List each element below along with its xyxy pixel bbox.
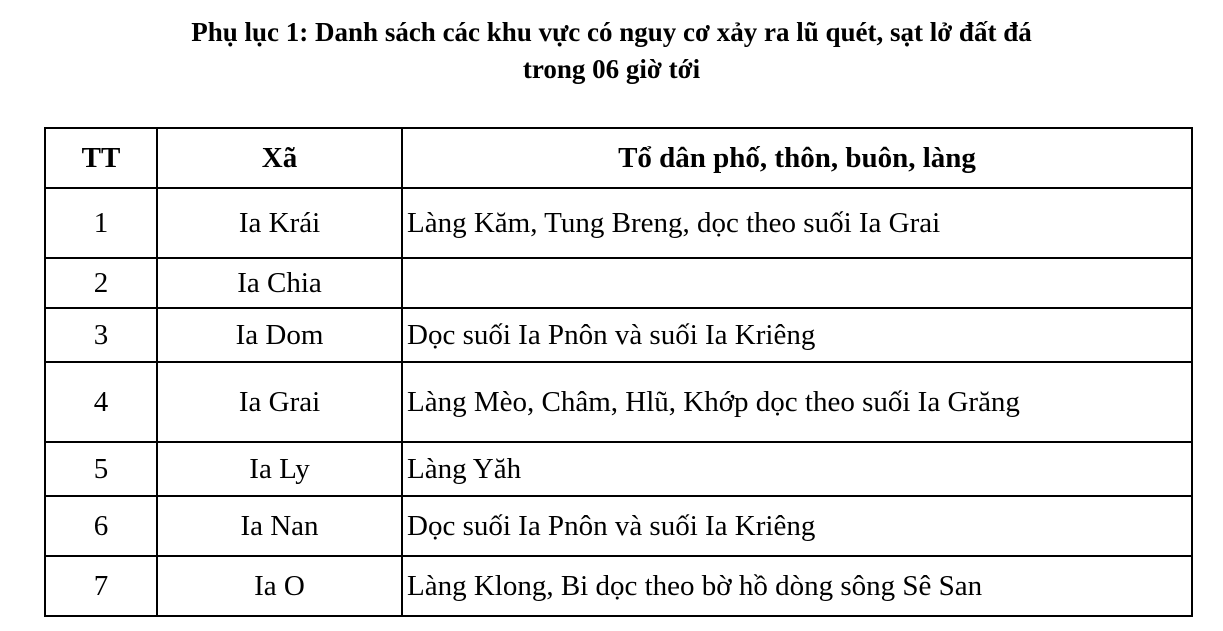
cell-tt: 4: [45, 362, 157, 442]
title-line-2: trong 06 giờ tới: [522, 54, 701, 84]
cell-to-dan-pho: Làng Kăm, Tung Breng, dọc theo suối Ia Grai: [402, 188, 1192, 258]
header-to-dan-pho: Tổ dân phố, thôn, buôn, làng: [402, 128, 1192, 188]
cell-tt: 2: [45, 258, 157, 308]
cell-xa: Ia Chia: [157, 258, 402, 308]
cell-to-dan-pho: Dọc suối Ia Pnôn và suối Ia Kriêng: [402, 496, 1192, 556]
cell-xa: Ia Dom: [157, 308, 402, 362]
cell-to-dan-pho: [402, 258, 1192, 308]
cell-tt: 3: [45, 308, 157, 362]
cell-tt: 6: [45, 496, 157, 556]
cell-xa: Ia Krái: [157, 188, 402, 258]
table-row: [45, 188, 1192, 258]
risk-area-table: [44, 127, 1193, 617]
cell-xa: Ia O: [157, 556, 402, 616]
cell-xa: Ia Grai: [157, 362, 402, 442]
cell-tt: 5: [45, 442, 157, 496]
title-line-1: Phụ lục 1: Danh sách các khu vực có nguy cơ xảy ra lũ quét, sạt lở đất đá: [191, 17, 1032, 47]
table-row: [45, 556, 1192, 616]
table-row: [45, 362, 1192, 442]
cell-to-dan-pho: Làng Klong, Bi dọc theo bờ hồ dòng sông Sê San: [402, 556, 1192, 616]
table-row: [45, 308, 1192, 362]
cell-to-dan-pho: Làng Mèo, Châm, Hlũ, Khớp dọc theo suối Ia Grăng: [402, 362, 1192, 442]
header-tt: TT: [45, 128, 157, 188]
header-xa: Xã: [157, 128, 402, 188]
cell-tt: 1: [45, 188, 157, 258]
cell-to-dan-pho: Dọc suối Ia Pnôn và suối Ia Kriêng: [402, 308, 1192, 362]
table-row: [45, 442, 1192, 496]
cell-to-dan-pho: Làng Yăh: [402, 442, 1192, 496]
table-header-row: [45, 128, 1192, 188]
cell-xa: Ia Nan: [157, 496, 402, 556]
document-title: [0, 14, 1223, 88]
cell-xa: Ia Ly: [157, 442, 402, 496]
table-row: [45, 496, 1192, 556]
table-row: [45, 258, 1192, 308]
cell-tt: 7: [45, 556, 157, 616]
